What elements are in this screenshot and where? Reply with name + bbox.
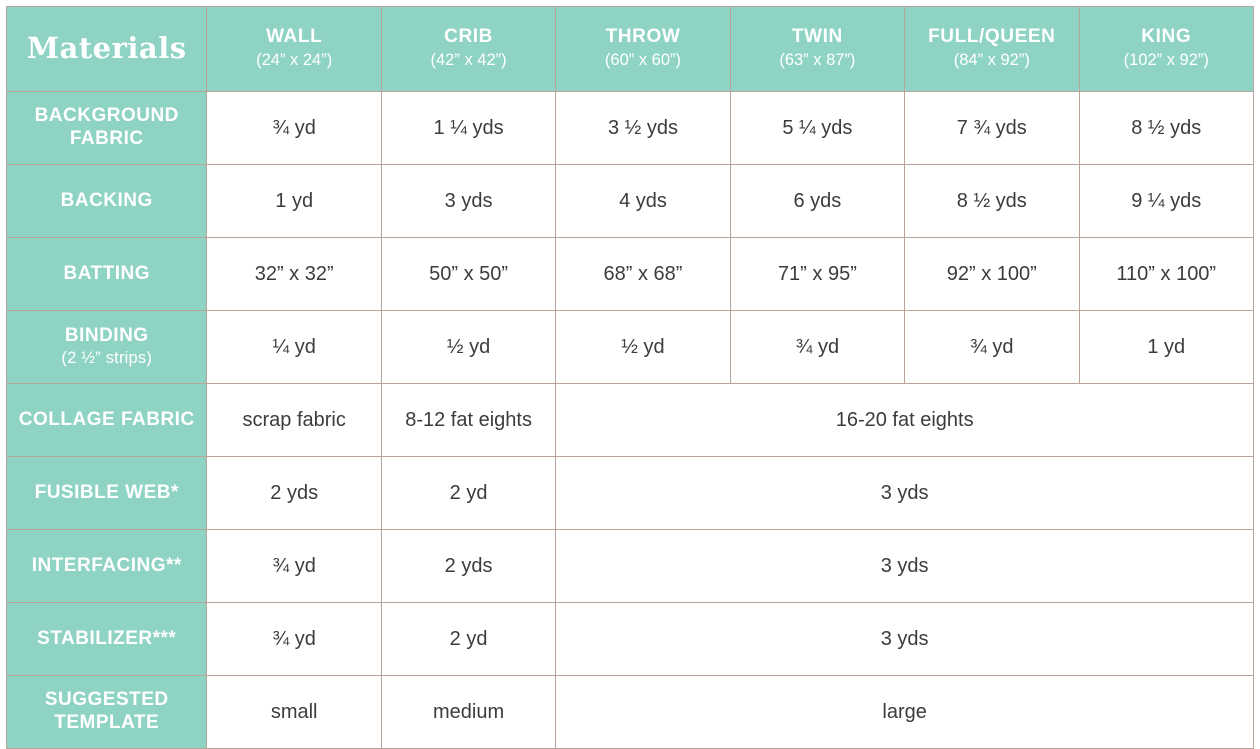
- row-label-collage-fabric: COLLAGE FABRIC: [7, 384, 207, 457]
- cell-backing-twin: 6 yds: [730, 165, 904, 238]
- row-label-interfacing: INTERFACING**: [7, 530, 207, 603]
- column-name: TWIN: [791, 26, 843, 48]
- cell-collage-fabric-wall: scrap fabric: [207, 384, 381, 457]
- row-label-batting: BATTING: [7, 238, 207, 311]
- cell-stabilizer-wall: ¾ yd: [207, 603, 381, 676]
- column-name: WALL: [266, 26, 323, 48]
- row-label-backing: BACKING: [7, 165, 207, 238]
- cell-suggested-template-throw-king: large: [556, 676, 1254, 749]
- cell-collage-fabric-throw-king: 16-20 fat eights: [556, 384, 1254, 457]
- row-label-sub: (2 ½” strips): [61, 349, 153, 367]
- row-label-suggested-template: SUGGESTED TEMPLATE: [7, 676, 207, 749]
- column-name: KING: [1141, 26, 1192, 48]
- cell-batting-throw: 68” x 68”: [556, 238, 730, 311]
- table-corner-title: [7, 7, 207, 92]
- column-header-full-queen: [905, 7, 1079, 92]
- cell-fusible-web-crib: 2 yd: [381, 457, 555, 530]
- column-name: FULL/QUEEN: [928, 26, 1056, 48]
- column-name: CRIB: [444, 26, 493, 48]
- cell-fusible-web-throw-king: 3 yds: [556, 457, 1254, 530]
- column-dimensions: (42” x 42”): [430, 51, 507, 70]
- table-row: [7, 384, 1254, 457]
- column-dimensions: (60” x 60”): [604, 51, 682, 70]
- column-header-throw: [556, 7, 730, 92]
- cell-suggested-template-crib: medium: [381, 676, 555, 749]
- cell-stabilizer-throw-king: 3 yds: [556, 603, 1254, 676]
- cell-interfacing-crib: 2 yds: [381, 530, 555, 603]
- column-dimensions: (102” x 92”): [1123, 51, 1209, 70]
- table-row: [7, 311, 1254, 384]
- row-label-text: BINDING: [64, 325, 149, 347]
- cell-backing-throw: 4 yds: [556, 165, 730, 238]
- cell-binding-crib: ½ yd: [381, 311, 555, 384]
- table-row: [7, 238, 1254, 311]
- table-row: [7, 92, 1254, 165]
- row-label-binding: [7, 311, 207, 384]
- cell-binding-wall: ¼ yd: [207, 311, 381, 384]
- column-header-twin: [730, 7, 904, 92]
- table-header-row: [7, 7, 1254, 92]
- cell-backing-wall: 1 yd: [207, 165, 381, 238]
- column-dimensions: (84” x 92”): [953, 51, 1030, 70]
- column-header-crib: [381, 7, 555, 92]
- row-label-stabilizer: STABILIZER***: [7, 603, 207, 676]
- materials-requirements-table: [6, 6, 1254, 749]
- cell-batting-crib: 50” x 50”: [381, 238, 555, 311]
- cell-collage-fabric-crib: 8-12 fat eights: [381, 384, 555, 457]
- cell-backing-king: 9 ¼ yds: [1079, 165, 1254, 238]
- table-row: [7, 676, 1254, 749]
- cell-background-fabric-crib: 1 ¼ yds: [381, 92, 555, 165]
- cell-backing-full-queen: 8 ½ yds: [905, 165, 1079, 238]
- cell-background-fabric-twin: 5 ¼ yds: [730, 92, 904, 165]
- table-row: [7, 603, 1254, 676]
- cell-stabilizer-crib: 2 yd: [381, 603, 555, 676]
- column-header-king: [1079, 7, 1254, 92]
- column-header-wall: [207, 7, 381, 92]
- cell-background-fabric-full-queen: 7 ¾ yds: [905, 92, 1079, 165]
- table-row: [7, 457, 1254, 530]
- table-row: [7, 530, 1254, 603]
- row-label-background-fabric: BACKGROUND FABRIC: [7, 92, 207, 165]
- cell-batting-king: 110” x 100”: [1079, 238, 1254, 311]
- cell-backing-crib: 3 yds: [381, 165, 555, 238]
- table-row: [7, 165, 1254, 238]
- column-name: THROW: [605, 26, 681, 48]
- cell-interfacing-wall: ¾ yd: [207, 530, 381, 603]
- column-dimensions: (24” x 24”): [256, 51, 333, 70]
- cell-binding-throw: ½ yd: [556, 311, 730, 384]
- materials-title: Materials: [26, 31, 187, 66]
- cell-suggested-template-wall: small: [207, 676, 381, 749]
- cell-interfacing-throw-king: 3 yds: [556, 530, 1254, 603]
- cell-background-fabric-throw: 3 ½ yds: [556, 92, 730, 165]
- row-label-fusible-web: FUSIBLE WEB*: [7, 457, 207, 530]
- column-dimensions: (63” x 87”): [779, 51, 856, 70]
- cell-binding-full-queen: ¾ yd: [905, 311, 1079, 384]
- cell-background-fabric-king: 8 ½ yds: [1079, 92, 1254, 165]
- cell-background-fabric-wall: ¾ yd: [207, 92, 381, 165]
- cell-batting-twin: 71” x 95”: [730, 238, 904, 311]
- cell-binding-twin: ¾ yd: [730, 311, 904, 384]
- cell-batting-wall: 32” x 32”: [207, 238, 381, 311]
- cell-batting-full-queen: 92” x 100”: [905, 238, 1079, 311]
- cell-binding-king: 1 yd: [1079, 311, 1254, 384]
- cell-fusible-web-wall: 2 yds: [207, 457, 381, 530]
